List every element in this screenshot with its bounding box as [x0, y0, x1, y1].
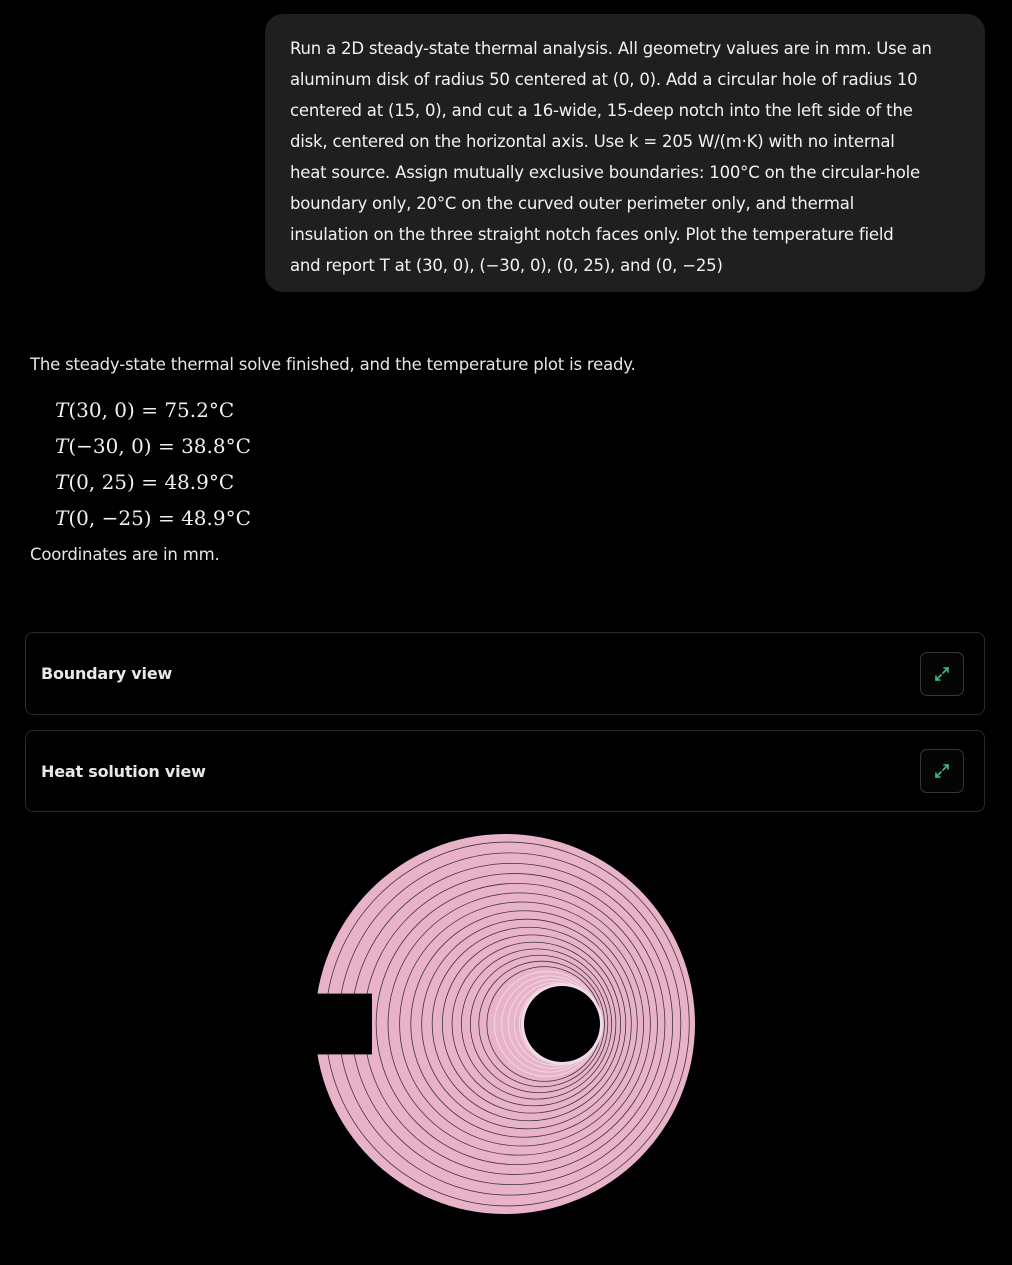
temperature-results — [55, 392, 251, 536]
result-value: = 48.9°C — [151, 506, 251, 530]
temperature-field-plot — [300, 826, 710, 1226]
boundary-view-panel[interactable] — [25, 632, 985, 715]
result-value: = 75.2°C — [134, 398, 235, 422]
user-message-line: insulation on the three straight notch faces only. Plot the temperature field — [290, 225, 894, 244]
heat-solution-view-title: Heat solution view — [41, 761, 206, 781]
result-args: (−30, 0) — [68, 434, 152, 458]
heat-solution-view-expand-button[interactable] — [920, 749, 964, 793]
user-message-bubble — [265, 14, 985, 292]
user-message-line: disk, centered on the horizontal axis. Use k = 205 W/(m·K) with no internal — [290, 132, 895, 151]
result-args: (30, 0) — [68, 398, 135, 422]
user-message-line: heat source. Assign mutually exclusive boundaries: 100°C on the circular-hole — [290, 163, 920, 182]
user-message-line: centered at (15, 0), and cut a 16-wide, 15-deep notch into the left side of the — [290, 101, 913, 120]
result-value: = 48.9°C — [134, 470, 235, 494]
user-message-line: Run a 2D steady-state thermal analysis. All geometry values are in mm. Use an — [290, 39, 932, 58]
hole — [524, 986, 600, 1062]
result-function: T — [55, 506, 69, 530]
result-function: T — [55, 434, 69, 458]
expand-icon — [932, 664, 952, 684]
result-args: (0, 25) — [68, 470, 135, 494]
expand-icon — [932, 761, 952, 781]
heat-solution-view-panel[interactable] — [25, 730, 985, 812]
user-message-line: and report T at (30, 0), (−30, 0), (0, 25), and (0, −25) — [290, 256, 723, 275]
result-value: = 38.8°C — [151, 434, 251, 458]
result-function: T — [55, 470, 69, 494]
result-line — [55, 392, 251, 428]
assistant-reply-intro: The steady-state thermal solve finished, and the temperature plot is ready. — [30, 355, 636, 374]
boundary-view-expand-button[interactable] — [920, 652, 964, 696]
user-message-line: boundary only, 20°C on the curved outer perimeter only, and thermal — [290, 194, 855, 213]
temperature-field-svg — [300, 826, 710, 1226]
result-line — [55, 464, 251, 500]
result-line — [55, 428, 251, 464]
result-args: (0, −25) — [68, 506, 152, 530]
notch-cutout — [313, 994, 372, 1055]
units-note: Coordinates are in mm. — [30, 545, 220, 564]
boundary-view-title: Boundary view — [41, 664, 173, 683]
result-line — [55, 500, 251, 536]
user-message-line: aluminum disk of radius 50 centered at (0, 0). Add a circular hole of radius 10 — [290, 70, 918, 89]
result-function: T — [55, 398, 69, 422]
